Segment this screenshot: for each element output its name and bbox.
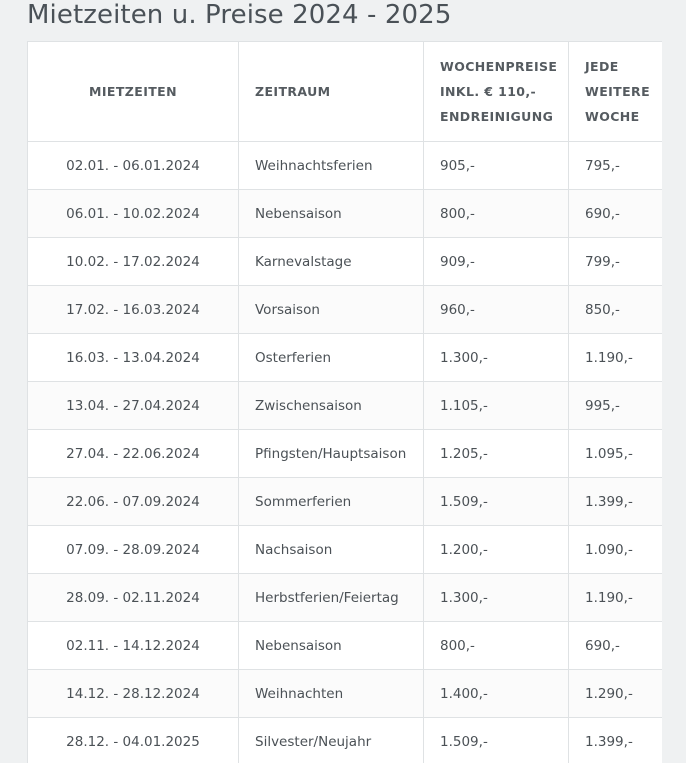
cell-zeitraum: Weihnachtsferien xyxy=(239,142,424,190)
cell-mietzeiten: 13.04. - 27.04.2024 xyxy=(28,382,239,430)
table-row xyxy=(28,526,663,574)
cell-weitere-woche: 1.399,- xyxy=(569,718,663,763)
cell-mietzeiten: 22.06. - 07.09.2024 xyxy=(28,478,239,526)
table-row xyxy=(28,430,663,478)
cell-zeitraum: Karnevalstage xyxy=(239,238,424,286)
table-row xyxy=(28,382,663,430)
cell-wochenpreis: 800,- xyxy=(424,622,569,670)
cell-weitere-woche: 1.399,- xyxy=(569,478,663,526)
cell-weitere-woche: 690,- xyxy=(569,622,663,670)
table-row xyxy=(28,478,663,526)
cell-weitere-woche: 690,- xyxy=(569,190,663,238)
cell-wochenpreis: 1.509,- xyxy=(424,478,569,526)
cell-zeitraum: Vorsaison xyxy=(239,286,424,334)
cell-mietzeiten: 28.09. - 02.11.2024 xyxy=(28,574,239,622)
cell-weitere-woche: 850,- xyxy=(569,286,663,334)
cell-zeitraum: Herbstferien/Feiertag xyxy=(239,574,424,622)
cell-zeitraum: Nebensaison xyxy=(239,622,424,670)
table-row xyxy=(28,238,663,286)
table-row xyxy=(28,334,663,382)
cell-mietzeiten: 10.02. - 17.02.2024 xyxy=(28,238,239,286)
cell-zeitraum: Nachsaison xyxy=(239,526,424,574)
cell-wochenpreis: 800,- xyxy=(424,190,569,238)
header-zeitraum: ZEITRAUM xyxy=(239,42,424,142)
cell-mietzeiten: 28.12. - 04.01.2025 xyxy=(28,718,239,763)
table-row xyxy=(28,142,663,190)
cell-zeitraum: Silvester/Neujahr xyxy=(239,718,424,763)
cell-mietzeiten: 07.09. - 28.09.2024 xyxy=(28,526,239,574)
table-row xyxy=(28,190,663,238)
cell-wochenpreis: 1.300,- xyxy=(424,334,569,382)
cell-zeitraum: Osterferien xyxy=(239,334,424,382)
cell-wochenpreis: 1.205,- xyxy=(424,430,569,478)
cell-weitere-woche: 1.190,- xyxy=(569,334,663,382)
page-title: Mietzeiten u. Preise 2024 - 2025 xyxy=(27,0,452,30)
cell-weitere-woche: 1.190,- xyxy=(569,574,663,622)
table-row xyxy=(28,574,663,622)
cell-wochenpreis: 909,- xyxy=(424,238,569,286)
table-header-row xyxy=(28,42,663,142)
cell-weitere-woche: 799,- xyxy=(569,238,663,286)
cell-zeitraum: Sommerferien xyxy=(239,478,424,526)
cell-wochenpreis: 905,- xyxy=(424,142,569,190)
cell-weitere-woche: 1.090,- xyxy=(569,526,663,574)
table-row xyxy=(28,286,663,334)
cell-zeitraum: Nebensaison xyxy=(239,190,424,238)
cell-weitere-woche: 795,- xyxy=(569,142,663,190)
cell-mietzeiten: 27.04. - 22.06.2024 xyxy=(28,430,239,478)
cell-weitere-woche: 1.095,- xyxy=(569,430,663,478)
cell-mietzeiten: 17.02. - 16.03.2024 xyxy=(28,286,239,334)
cell-wochenpreis: 1.200,- xyxy=(424,526,569,574)
cell-weitere-woche: 1.290,- xyxy=(569,670,663,718)
cell-wochenpreis: 1.509,- xyxy=(424,718,569,763)
cell-mietzeiten: 14.12. - 28.12.2024 xyxy=(28,670,239,718)
header-wochenpreise: WOCHENPREISE INKL. € 110,- ENDREINIGUNG xyxy=(424,42,569,142)
cell-weitere-woche: 995,- xyxy=(569,382,663,430)
cell-wochenpreis: 1.105,- xyxy=(424,382,569,430)
cell-wochenpreis: 1.400,- xyxy=(424,670,569,718)
table-body xyxy=(28,142,663,763)
cell-mietzeiten: 06.01. - 10.02.2024 xyxy=(28,190,239,238)
cell-wochenpreis: 1.300,- xyxy=(424,574,569,622)
cell-mietzeiten: 02.01. - 06.01.2024 xyxy=(28,142,239,190)
table-row xyxy=(28,718,663,763)
cell-wochenpreis: 960,- xyxy=(424,286,569,334)
table-row xyxy=(28,622,663,670)
header-mietzeiten: MIETZEITEN xyxy=(28,42,239,142)
cell-zeitraum: Pfingsten/Hauptsaison xyxy=(239,430,424,478)
header-weitere-woche: JEDE WEITERE WOCHE xyxy=(569,42,663,142)
table-row xyxy=(28,670,663,718)
cell-zeitraum: Zwischensaison xyxy=(239,382,424,430)
cell-zeitraum: Weihnachten xyxy=(239,670,424,718)
price-table xyxy=(27,41,662,763)
cell-mietzeiten: 16.03. - 13.04.2024 xyxy=(28,334,239,382)
cell-mietzeiten: 02.11. - 14.12.2024 xyxy=(28,622,239,670)
price-table-container xyxy=(27,41,662,763)
